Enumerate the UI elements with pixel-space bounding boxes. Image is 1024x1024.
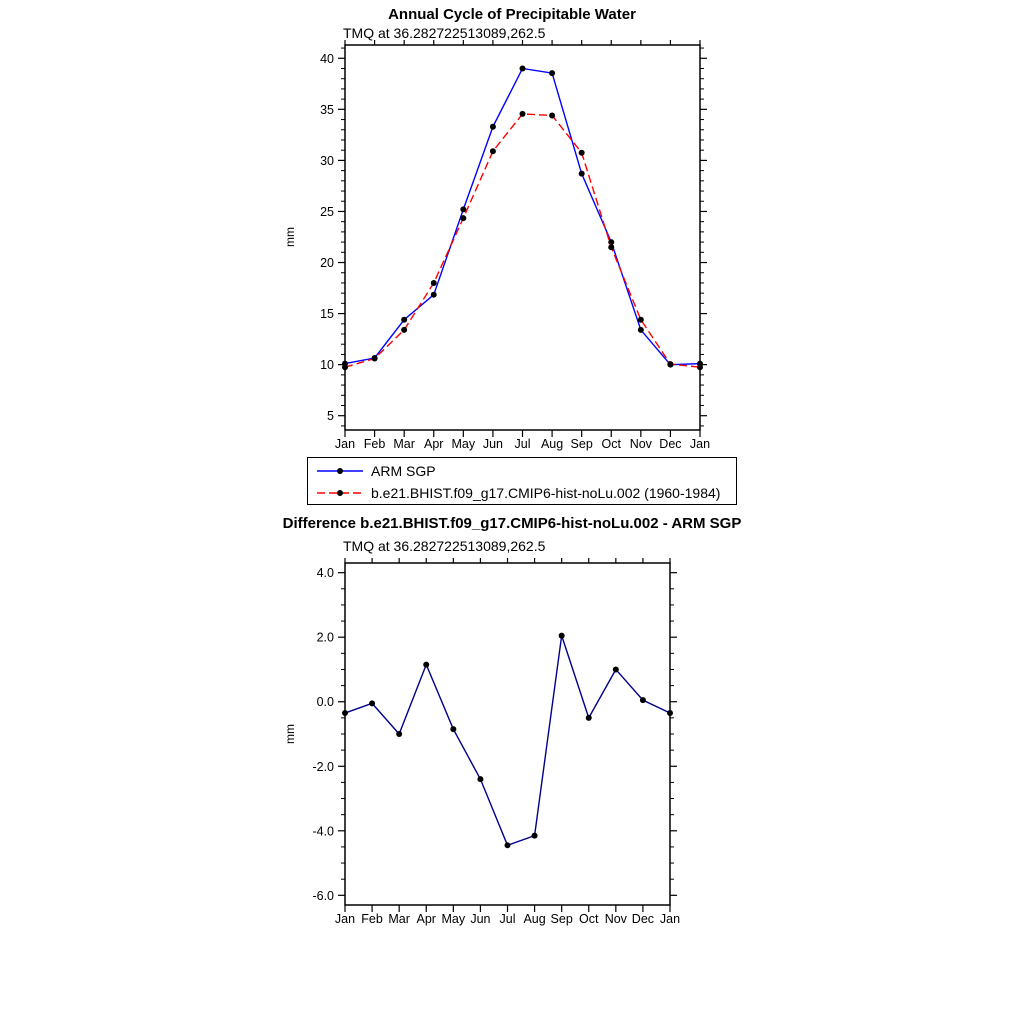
x-tick-label: Dec xyxy=(659,437,682,451)
y-tick-label: 25 xyxy=(320,204,334,219)
data-point-marker xyxy=(431,280,437,286)
legend-line-sample-arm-sgp xyxy=(313,462,367,480)
data-point-marker xyxy=(640,697,646,703)
series-line xyxy=(345,636,670,846)
y-tick-label: -6.0 xyxy=(312,888,334,903)
data-point-marker xyxy=(667,361,673,367)
x-tick-label: Mar xyxy=(393,437,415,451)
y-tick-label: 20 xyxy=(320,256,334,271)
data-point-marker xyxy=(505,842,511,848)
x-tick-label: Apr xyxy=(416,912,436,926)
legend-line-sample-model xyxy=(313,484,367,502)
y-tick-label: 4.0 xyxy=(316,566,334,581)
data-point-marker xyxy=(477,776,483,782)
legend-row-model xyxy=(308,482,736,504)
plot-frame xyxy=(345,45,700,430)
data-point-marker xyxy=(401,317,407,323)
y-tick-label: 35 xyxy=(320,102,334,117)
x-tick-label: Jun xyxy=(470,912,491,926)
data-point-marker xyxy=(460,215,466,221)
x-tick-label: Mar xyxy=(388,912,410,926)
data-point-marker xyxy=(608,244,614,250)
bottom-chart-ylabel: mm xyxy=(283,724,297,744)
series-line xyxy=(345,114,700,367)
data-point-marker xyxy=(372,356,378,362)
data-point-marker xyxy=(520,65,526,71)
data-point-marker xyxy=(490,148,496,154)
data-point-marker xyxy=(342,710,348,716)
data-point-marker xyxy=(369,700,375,706)
x-tick-label: Aug xyxy=(540,437,564,451)
x-tick-label: Sep xyxy=(570,437,593,451)
x-tick-label: Jan xyxy=(689,437,711,451)
data-point-marker xyxy=(532,833,538,839)
top-chart-title: Annual Cycle of Precipitable Water xyxy=(388,6,636,23)
legend-row-arm-sgp xyxy=(308,460,736,482)
data-point-marker xyxy=(697,364,703,370)
data-point-marker xyxy=(638,317,644,323)
x-tick-label: Aug xyxy=(523,912,546,926)
top-chart-subtitle: TMQ at 36.282722513089,262.5 xyxy=(343,25,546,41)
chart-area-0 xyxy=(320,40,710,451)
data-point-marker xyxy=(579,171,585,177)
data-point-marker xyxy=(586,715,592,721)
x-tick-label: Sep xyxy=(550,912,573,926)
data-point-marker xyxy=(431,292,437,298)
x-tick-label: Nov xyxy=(629,437,652,451)
data-point-marker xyxy=(549,70,555,76)
legend-sample-marker xyxy=(337,490,343,496)
x-tick-label: Nov xyxy=(604,912,627,926)
data-point-marker xyxy=(450,726,456,732)
x-tick-label: May xyxy=(451,437,476,451)
y-tick-label: -2.0 xyxy=(312,759,334,774)
legend-label-model: b.e21.BHIST.f09_g17.CMIP6-hist-noLu.002 (1960-1984) xyxy=(371,485,721,501)
y-tick-label: 5 xyxy=(327,409,334,424)
x-tick-label: Jul xyxy=(499,912,516,926)
legend-label-arm-sgp: ARM SGP xyxy=(371,463,436,479)
x-tick-label: May xyxy=(441,912,466,926)
data-point-marker xyxy=(396,731,402,737)
x-tick-label: Apr xyxy=(424,437,444,451)
x-tick-label: Jan xyxy=(659,912,681,926)
top-chart-ylabel: mm xyxy=(283,227,297,247)
data-point-marker xyxy=(579,150,585,156)
x-tick-label: Jan xyxy=(334,437,356,451)
bottom-chart-subtitle: TMQ at 36.282722513089,262.5 xyxy=(343,538,546,554)
data-point-marker xyxy=(401,327,407,333)
y-tick-label: 15 xyxy=(320,307,334,322)
data-point-marker xyxy=(460,206,466,212)
x-tick-label: Oct xyxy=(579,912,599,926)
y-tick-label: 2.0 xyxy=(316,630,334,645)
data-point-marker xyxy=(520,111,526,117)
y-tick-label: 40 xyxy=(320,51,334,66)
data-point-marker xyxy=(613,666,619,672)
data-point-marker xyxy=(667,710,673,716)
legend xyxy=(307,457,737,505)
plot-frame xyxy=(345,563,670,905)
y-tick-label: 0.0 xyxy=(316,695,334,710)
x-tick-label: Jan xyxy=(334,912,356,926)
data-point-marker xyxy=(423,662,429,668)
legend-sample-marker xyxy=(337,468,343,474)
x-tick-label: Oct xyxy=(601,437,621,451)
x-tick-label: Feb xyxy=(363,437,386,451)
y-tick-label: 30 xyxy=(320,153,334,168)
x-tick-label: Feb xyxy=(361,912,383,926)
y-tick-label: 10 xyxy=(320,358,334,373)
data-point-marker xyxy=(608,239,614,245)
chart-area-1 xyxy=(312,558,680,926)
data-point-marker xyxy=(549,112,555,118)
data-point-marker xyxy=(490,124,496,130)
x-tick-label: Dec xyxy=(631,912,655,926)
x-tick-label: Jul xyxy=(514,437,531,451)
y-tick-label: -4.0 xyxy=(312,824,334,839)
data-point-marker xyxy=(559,633,565,639)
data-point-marker xyxy=(638,327,644,333)
data-point-marker xyxy=(342,364,348,370)
x-tick-label: Jun xyxy=(482,437,503,451)
bottom-chart-title: Difference b.e21.BHIST.f09_g17.CMIP6-hist-noLu.002 - ARM SGP xyxy=(282,515,742,532)
